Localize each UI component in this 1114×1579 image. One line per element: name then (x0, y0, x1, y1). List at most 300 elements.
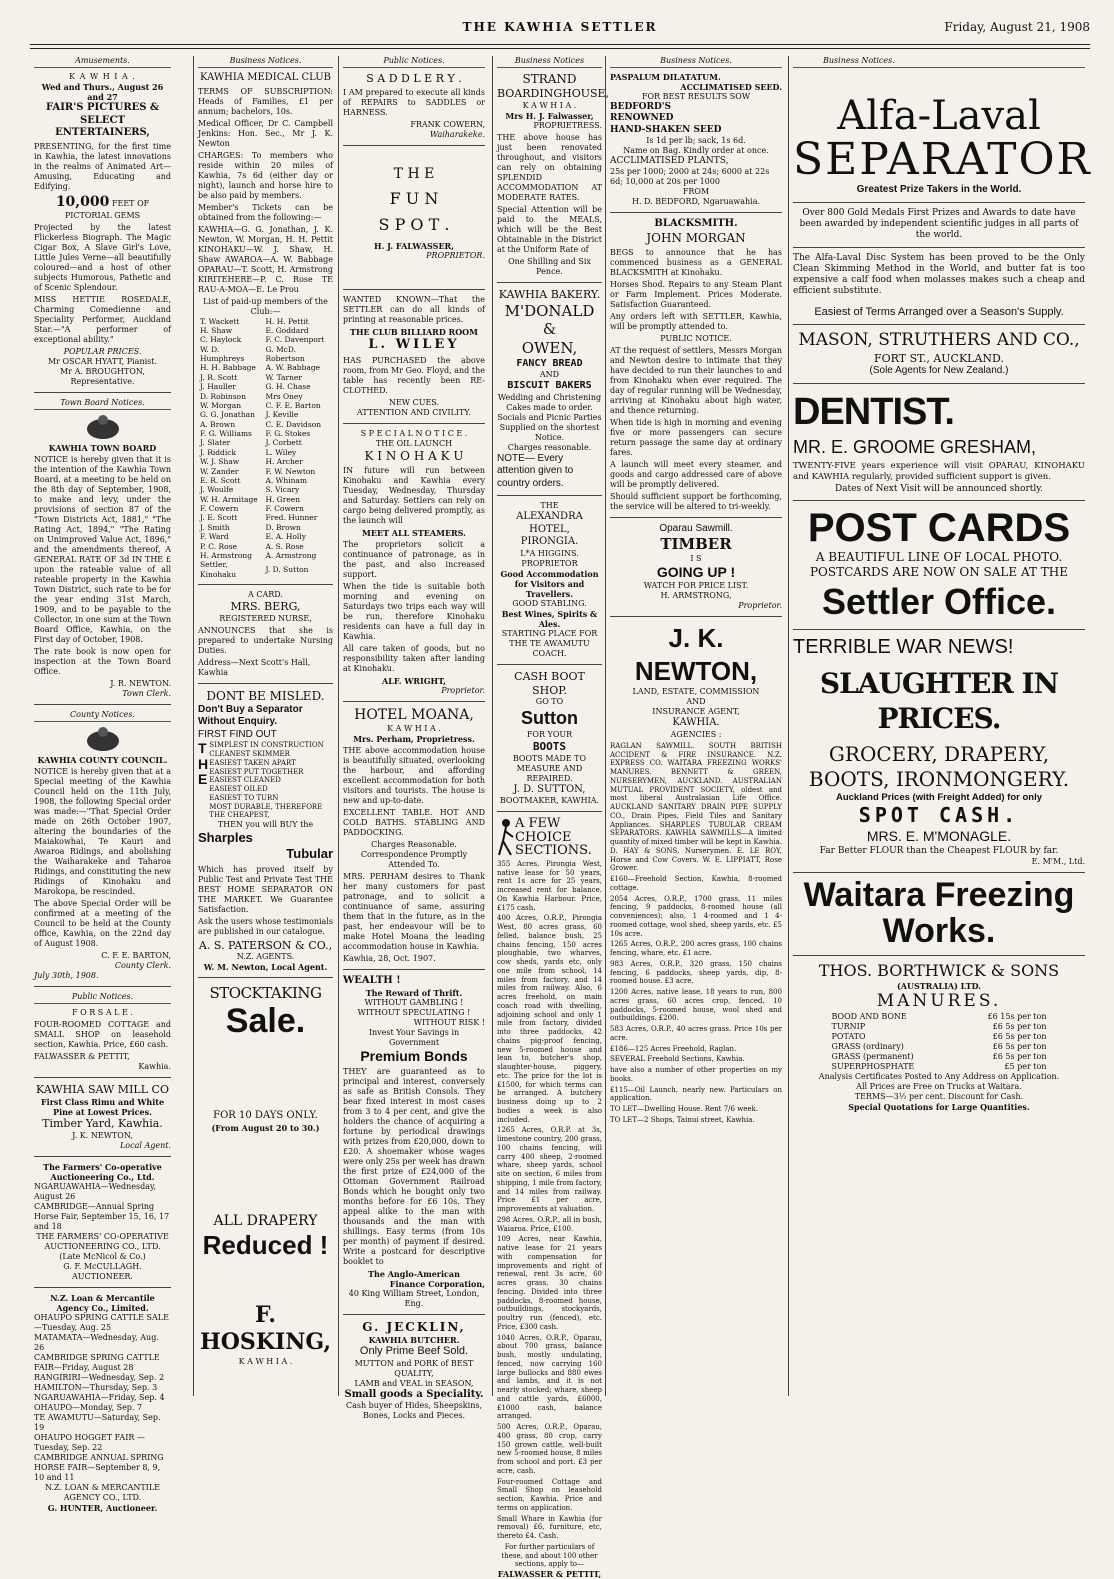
club-terms: TERMS OF SUBSCRIPTION: Heads of Families, £1 per annum; bachelors, 10s. (198, 86, 333, 116)
feet-text: Projected by the latest Flickerless Biograph. The Magic Cigar Box, A Slave Girl's Love, Little Jules Verne—all beautifully coloured—and a host of other subjects Humorous, Pathetic and of Scenic Splendour. (34, 223, 171, 292)
top-rule (30, 44, 1090, 45)
bakery-charges: Charges reasonable. (507, 442, 592, 452)
seed-price: Is 1d per lb; sack, 1s 6d. (646, 135, 746, 145)
farmers-sign: G. F. McCULLAGH. AUCTIONEER. (63, 1261, 142, 1281)
analysis: Analysis Certificates Posted to Any Address on Application. (818, 1071, 1060, 1081)
sale-item: NGARUAWAHIA—Friday, Sep. 4 (34, 1392, 165, 1402)
the-letter: T (198, 740, 207, 757)
feature-item: SIMPLEST IN CONSTRUCTION (209, 741, 324, 750)
best-results: FOR BEST RESULTS SOW (641, 92, 751, 101)
alf-role: Proprietor. (441, 685, 485, 695)
the-letter: H (198, 755, 209, 772)
owen: OWEN, (521, 339, 578, 357)
member-name: H. Archer (265, 457, 303, 467)
member-name: A. Brown (200, 419, 236, 429)
hosking-place: K A W H I A . (238, 1356, 293, 1366)
farmers-item-2: CAMBRIDGE—Annual Spring Horse Fair, September 15, 16, 17 and 18 (34, 1201, 170, 1231)
timber-yard: Timber Yard, Kawhia. (42, 1116, 163, 1130)
strand-rate: One Shilling and Six Pence. (508, 256, 591, 276)
listing: 1265 Acres, O.R.P. at 3s, limestone country, 200 grass, 100 chains fencing, will carry 400 sheep, 2-roomed whare, sheep yards, school site on section, 6 miles from shipping, 1 mile from factory, and 14 miles from railway. Price £1 per acre, improvements at valuation. (497, 1126, 602, 1214)
property: 2054 Acres, O.R.P., 1700 grass, 11 miles fencing, 9 paddocks, 8-roomed house (all conveniences); also, 1 4-roomed and 1 4-roomed cottage, wool shed, sheep yards, etc. £5 10s acre. (610, 894, 782, 938)
member-name: J. E. Scott (200, 513, 238, 523)
paterson-role: N.Z. AGENTS. (236, 952, 295, 962)
notice-text-4: Should sufficient support be forthcoming, the service will be altered to tri-weekly. (610, 491, 782, 511)
sutton-display: Sutton (521, 708, 578, 729)
boots-text: BOOTS MADE TO MEASURE AND REPAIRED. (512, 753, 587, 783)
nz-sign: G. HUNTER, Auctioneer. (47, 1502, 158, 1513)
newton-place: KAWHIA. (672, 717, 720, 729)
hosking: F. HOSKING, (199, 1301, 332, 1356)
without-gambling: WITHOUT GAMBLING ! (364, 997, 464, 1007)
member-name: F. Cowern (265, 504, 304, 513)
member-name: J. Slater (200, 438, 231, 448)
spot: S P O T . (378, 215, 450, 235)
works: Works. (882, 911, 996, 950)
agencies-title: AGENCIES : (670, 729, 722, 739)
moana-table: EXCELLENT TABLE. HOT AND COLD BATHS. STABLING AND PADDOCKING. (343, 808, 485, 837)
dont-buy: Don't Buy a Separator Without Enquiry. (198, 703, 303, 728)
all-prices: All Prices are Free on Trucks at Waitara. (856, 1081, 1022, 1091)
county-role: County Clerk. (114, 961, 171, 970)
manure-price: £6 5s per ton (992, 1051, 1047, 1061)
strand-text: THE above house has just been renovated throughout, and visitors can rely on obtaining SPLENDID ACCOMMODATION AT MODERATE RATES. (497, 132, 602, 202)
fort-st: FORT ST., AUCKLAND. (874, 351, 1004, 365)
property: SEVERAL Freehold Sections, Kawhia. (610, 1055, 745, 1064)
manure-price: £6 15s per ton (987, 1011, 1047, 1021)
the-label: THE (540, 501, 559, 511)
property: 1265 Acres, O.R.P., 200 acres grass, 100 chains fencing, whare, etc. £1 acre. (610, 940, 782, 957)
strand: STRAND (522, 72, 577, 86)
manure-name: TURNIP (831, 1021, 866, 1031)
feet-label: FEET OF PICTORIAL GEMS (64, 198, 150, 220)
manure-price: £5 per ton (1004, 1061, 1047, 1071)
feet-number: 10,000 (55, 193, 110, 210)
club-tickets: Member's Tickets can be obtained from the following:— (198, 202, 333, 222)
without-risk: WITHOUT RISK ! (413, 1017, 485, 1027)
artiste-text: MISS HETTIE ROSEDALE, Charming Comedienne and Speciality Performer, Auckland Star.—"A performer of exceptional ability." (34, 295, 171, 344)
member-row (198, 335, 333, 344)
armstrong: H. ARMSTRONG, (660, 591, 732, 601)
cash-buyer: Cash buyer of Hides, Sheepskins, Bones, Locks and Pieces. (345, 1401, 483, 1421)
for-sale-agent: FALWASSER & PETTIT, (34, 1052, 130, 1061)
member-name: W. H. Armitage (200, 494, 258, 504)
manure-name: SUPERPHOSPHATE (831, 1061, 915, 1071)
coach: STARTING PLACE FOR THE TE AWAMUTU COACH. (501, 628, 598, 658)
then-buy: THEN you will BUY the (217, 820, 314, 829)
kinohaku-text-2: The proprietors solicit a continuance of patronage, as in the past, and also increased support. (343, 539, 485, 579)
member-name: D. Brown (265, 522, 301, 532)
notice-text-2: When tide is high in morning and evening five or more passengers can secure return passage the same day at ordinary fares. (610, 417, 782, 457)
sawmill-sign: J. K. NEWTON, (72, 1130, 133, 1140)
masthead (30, 20, 1090, 38)
oil-launch: THE OIL LAUNCH (375, 438, 453, 448)
berg-address: Address—Next Scott's Hall, Kawhia (198, 657, 311, 677)
manure-name: POTATO (831, 1031, 866, 1041)
kinohaku-text-4: All care taken of goods, but no responsibility taken after landing at Kinohaku. (343, 643, 485, 673)
club-charges: CHARGES: To members who reside within 20 miles of Kawhia, 7s 6d (either day or night), launch and horse hire to be also paid by members. (198, 150, 333, 200)
post-cards: POST CARDS (807, 506, 1071, 551)
borthwick: THOS. BORTHWICK & SONS (818, 960, 1060, 980)
stocktaking: STOCKTAKING (209, 984, 322, 1003)
manure-table (830, 1012, 1049, 1072)
feature-item: EASIEST OILED (209, 785, 268, 793)
member-name: E. R. Scott (200, 475, 241, 485)
medals: Over 800 Gold Medals First Prizes and Awards to date have been awarded by independent scientific judges in all parts of the world. (799, 207, 1079, 241)
cowern: FRANK COWERN, (410, 119, 485, 129)
boarding-house: BOARDINGHOUSE, (497, 87, 610, 100)
county-text: NOTICE is hereby given that at a Special meeting of the Kawhia Council held on the 11th July, 1908, the following Special order was made:—"That Special Order made on 26th October 1907, altering the boundaries of the Maiakowhai, Te Kauri and Awaroa Ridings, and abolishing the Waiharakeke and Taharoa Ridings, and constituting the new Ridings of Kinohaku and Marokopa, be rescinded. (34, 767, 171, 896)
property: 983 Acres, O.R.P., 320 grass, 150 chains fencing, 6 paddocks, sheep yards, dip, 8-roomed house. £3 acre. (610, 959, 782, 986)
feature-item: MOST DURABLE, THEREFORE THE CHEAPEST, (209, 802, 323, 820)
launch: £115—Oil Launch, nearly new. Particulars on application. (610, 1085, 782, 1103)
town-board-title: KAWHIA TOWN BOARD (48, 443, 157, 453)
farmers-late: (Late McNicol & Co.) (59, 1251, 146, 1261)
county-date: July 30th, 1908. (34, 971, 99, 980)
sole-agents: (Sole Agents for New Zealand.) (869, 365, 1009, 377)
lamb: LAMB and VEAL in SEASON, (354, 1378, 474, 1388)
member-name: L. Wiley (265, 447, 297, 457)
member-name: F. Cowern (200, 504, 239, 513)
column-1 (30, 56, 175, 1513)
member-row (198, 410, 333, 419)
member-row (198, 551, 333, 560)
tubular: Tubular (286, 846, 333, 862)
jk-newton: J. K. NEWTON, (634, 623, 758, 686)
club-agents: KAWHIA—G. G. Jonathan, J. K. Newton, W. Morgan, H. H. Pettit KINOHAKU—W. J. Shaw, H. Shaw AWAROA—A. W. Babbage OPARAU—T. Scott, H. Armstrong KIRITEHERE—P. C. Rose TE RAU-A-MOA—E. Le Prou (198, 224, 333, 294)
manure-price: £6 5s per ton (992, 1021, 1047, 1031)
nz-loan-2: N.Z. LOAN & MERCANTILE AGENCY CO., LTD. (45, 1482, 160, 1502)
for-sale-text: FOUR-ROOMED COTTAGE and SMALL SHOP on leasehold section, Kawhia. Price, £60 cash. (34, 1020, 171, 1049)
town-role: Town Clerk. (122, 689, 171, 698)
town-board-text: NOTICE is hereby given that it is the intention of the Kawhia Town Board, at a meeting to be held on the 8th day of September, 1908, to make and levy, under the provisions of section 87 of the "Town Districts Act, 1881," "The Rating Act, 1894," "The Rating on Unimproved Value Act, 1896," and the amendments thereof, A GENERAL RATE OF 3d IN THE £ upon the rateable value of all rateable property in the Kawhia Town District, such rate to be for the year ending 31st March, 1909, and to be payable to the Collector, in one sum at the Town Board Office, Kawhia, on the First day of October, 1908. (34, 455, 171, 644)
member-name: H. H. Pettit (265, 316, 309, 326)
without-speculating: WITHOUT SPECULATING ! (357, 1007, 471, 1017)
feature-item: EASIEST PUT TOGETHER (209, 767, 304, 776)
property: 1200 Acres, native lease, 18 years to run, 800 acres grass, 60 acres crop, fenced, 10 paddocks, 5-roomed house, wool shed and outbuildings. £200. (610, 988, 782, 1023)
ask-users: Ask the users whose testimonials are published in our catalogue. (198, 916, 333, 936)
business-header-2: Business Notices (497, 56, 602, 68)
dentist: DENTIST. (793, 390, 954, 433)
special-notice: S P E C I A L N O T I C E . (360, 428, 468, 438)
member-name: F. W. Newton (265, 466, 316, 476)
member-name: A. Whinam (265, 475, 307, 485)
insurance: INSURANCE AGENT, (652, 707, 740, 717)
property: £186—125 Acres Freehold, Raglan. (610, 1044, 737, 1053)
orders: Any orders left with SETTLER, Kawhia, will be promptly attended to. (610, 311, 782, 331)
to-let-2: TO LET—2 Shops, Tainui street, Kawhia. (610, 1115, 755, 1124)
perham-text: MRS. PERHAM desires to Thank her many customers for past patronage, and to solicit a continuance of same, assuring them that in the future, as in the past, her endeavour will be to make Hotel Moana the leading accommodation house in Kawhia. (343, 872, 485, 951)
town-crest-icon (83, 414, 123, 440)
perham-date: Kawhia, 28, Oct. 1907. (343, 954, 436, 963)
is-label: I S (690, 553, 702, 563)
sale-item: CAMBRIDGE ANNUAL SPRING HORSE FAIR—September 8, 9, 10 and 11 (34, 1452, 164, 1482)
beautiful: A BEAUTIFUL LINE OF LOCAL PHOTO. (815, 550, 1063, 565)
settler-office: Settler Office. (821, 581, 1057, 623)
sale-item: CAMBRIDGE SPRING CATTLE FAIR—Friday, August 28 (34, 1352, 160, 1372)
acclim-plants: ACCLIMATISED PLANTS, (610, 155, 729, 166)
manure-row (830, 1012, 1049, 1022)
go-to: GO TO (535, 697, 564, 707)
club-officer: Medical Officer, Dr C. Campbell Jenkins: Hon. Sec., Mr J. K. Newton (198, 118, 333, 148)
moana-place: K A W H I A . (387, 724, 441, 733)
column-2 (193, 56, 337, 1396)
feature-item: EASIEST TAKEN APART (209, 758, 296, 767)
grocery: GROCERY, DRAPERY, (828, 741, 1050, 766)
moana-charges: Charges Reasonable. Correspondence Promptly Attended To. (360, 840, 468, 869)
invest: Invest Your Savings in Government (368, 1027, 460, 1047)
member-name: F. G. Stokes (265, 429, 311, 438)
sale-item: RANGIRIRI—Wednesday, Sep. 2 (34, 1372, 165, 1382)
reward: The Reward of Thrift. (365, 987, 463, 998)
member-row (198, 448, 333, 457)
the: T H E (393, 165, 435, 182)
member-name: E. A. Holly (265, 532, 306, 542)
member-name: G. G. Jonathan (200, 410, 255, 420)
farmers-title: The Farmers' Co-operative Auctioneering Co., Ltd. (43, 1161, 162, 1182)
listing: 400 Acres, O.R.P., Pirongia West, 80 acres grass, 60 felled, balance bush, 25 chains fencing, 150 acres ploughable, two wharves, cow sheds, yards etc, only one mile from school, 14 miles from factory, and 14 miles from railway. Also, 6 acres freehold, on main coach road with dwelling, adjoining school and only 1 mile from factory, divided into three paddocks, 42 chains pig-proof fencing, new 5-roomed house and lean to, butcher's shop, slaughter-house, piggery, etc. The price for the lot is £1500, for which terms can be arranged. A butchery business doing up to 2 bodies a week is also included. (497, 914, 602, 1124)
member-name: J. D. Sutton (265, 564, 309, 574)
prime-beef: Only Prime Beef Sold. (359, 1345, 469, 1357)
member-name: J. Woulfe (200, 485, 234, 495)
manure-row (830, 1042, 1049, 1052)
member-name: G. H. Chase (265, 382, 311, 392)
county-text-2: The above Special Order will be confirmed at a meeting of the Council to be held at the County office, Kawhia, on the 22nd day of August 1908. (34, 899, 171, 948)
all-drapery: ALL DRAPERY (213, 1212, 318, 1229)
kinohaku-text-3: When the tide is suitable both morning and evening on Saturdays two trips each way will be run, therefore Kinohaku residents can have a full day in Kawhia. (343, 581, 485, 641)
member-name: Settler, Kinohaku (200, 560, 237, 579)
agent: FALWASSER & PETTIT, (497, 1569, 602, 1579)
stabling: GOOD STABLING. (512, 598, 587, 608)
column-6 (788, 56, 1092, 1396)
strand-place: K A W H I A . (522, 100, 577, 110)
member-name: C. F. E. Barton (265, 400, 321, 410)
public-header: Public Notices. (343, 56, 485, 68)
feature-item: EASIEST CLEANED (209, 776, 281, 785)
masthead-date: Friday, August 21, 1908 (944, 20, 1090, 34)
strand-text-2: Special Attention will be paid to the MEALS, which will be the Best Obtainable in the District at the Uniform Rate of (497, 204, 602, 254)
public-notice: PUBLIC NOTICE. (660, 333, 732, 343)
member-row (198, 326, 333, 335)
greatest: Greatest Prize Takers in the World. (856, 184, 1022, 196)
members-title: List of paid-up members of the Club:— (203, 296, 328, 316)
member-name: G. McD. Robertson (265, 344, 305, 363)
county-crest-icon (83, 726, 123, 752)
and-label-2: AND (686, 697, 706, 707)
dont-be-misled: DONT BE MISLED. (206, 688, 325, 703)
flour: Far Better FLOUR than the Cheapest FLOUR by far. (819, 845, 1059, 856)
horse-shod: Horses Shod. Repairs to any Steam Plant or Farm Implement. Prices Moderate. Satisfaction Guaranteed. (610, 279, 782, 309)
john-morgan: JOHN MORGAN (646, 230, 746, 245)
member-row (198, 560, 333, 579)
butcher: KAWHIA BUTCHER. (368, 1335, 460, 1345)
kinohaku: K I N O H A K U (364, 448, 464, 463)
manure-name: GRASS (ordinary) (831, 1041, 904, 1051)
oparau-sawmill: Oparau Sawmill. (659, 522, 733, 534)
seed-name: Name on Bag. Kindly order at once. (623, 145, 769, 155)
member-name: J. Smith (200, 522, 230, 532)
find-out: FIRST FIND OUT (198, 728, 277, 740)
member-name: W. D. Humphreys (200, 344, 245, 363)
member-name: F. G. Williams (200, 429, 252, 438)
manure-row (830, 1052, 1049, 1062)
spot-cash: SPOT CASH. (858, 803, 1020, 828)
manure-price: £6 5s per ton (992, 1031, 1047, 1041)
member-name: H. Shaw (200, 325, 233, 335)
falwasser-role-2: PROPRIETRESS. (533, 120, 602, 130)
further: For further particulars of these, and about 100 other sections, apply to— (501, 1542, 598, 1569)
amusements-header: Amusements. (34, 56, 171, 68)
attention: ATTENTION AND CIVILITY. (356, 407, 472, 417)
members-table (198, 317, 333, 580)
member-row (198, 429, 333, 438)
pirongia: PIRONGIA. (520, 536, 579, 548)
sharples-text: Which has proved itself by Public Test and Private Test THE BEST HOME SEPARATOR ON THE MARKET. We Guarantee Satisfaction. (198, 864, 333, 914)
berg-text: ANNOUNCES that she is prepared to undertake Nursing Duties. (198, 625, 333, 655)
member-row (198, 373, 333, 382)
sale: Sale. (225, 1002, 306, 1040)
business-header-4: Business Notices. (793, 56, 1085, 68)
prices: POPULAR PRICES. (63, 347, 142, 356)
sections: SECTIONS. (515, 843, 592, 859)
alfa-laval: Alfa-Laval (837, 93, 1041, 139)
member-name: C. Haylock (200, 335, 242, 345)
member-row (198, 513, 333, 522)
member-row (198, 420, 333, 429)
war-news: TERRIBLE WAR NEWS! (793, 635, 1014, 658)
manure-price: £6 5s per ton (992, 1041, 1047, 1051)
manure-row (830, 1032, 1049, 1042)
runner-icon (497, 817, 515, 857)
disc-system: The Alfa-Laval Disc System has been proved to be the Only Clean Skimming Method in the World, and butter fat is too expensive a calf food when molasses makes such a cheap and efficient substitute. (793, 252, 1085, 297)
sawmill-role: Local Agent. (119, 1140, 171, 1150)
member-name: H. Armstrong (200, 550, 253, 560)
show-intro: PRESENTING, for the first time in Kawhia, the latest innovations in the realms of Animated Art—Amusing, Educating and Edifying. (34, 141, 171, 191)
kawhia-bakery: KAWHIA BAKERY. (498, 287, 601, 301)
listing: 1040 Acres, O.R.P., Oparau, about 700 grass, balance bush, mostly undulating, fenced, now carrying 160 large bullocks and 880 ewes and lambs, and it is not nearly stocked; whare, sheep and cattle yards, £6000, £1000 cash, balance arranged. (497, 1333, 602, 1421)
member-row (198, 495, 333, 504)
member-name: P. C. Rose (200, 541, 237, 551)
sale-item: OHAUPO—Monday, Sep. 7 (34, 1402, 143, 1412)
manures: MANURES. (876, 990, 1002, 1011)
acclim-seed: ACCLIMATISED SEED. (680, 82, 782, 92)
member-row (198, 523, 333, 532)
anglo-2: Finance Corporation, (389, 1279, 485, 1289)
farmers-item-1: NGARUAWAHIA—Wednesday, August 26 (34, 1181, 156, 1201)
member-name: W. Tarner (265, 372, 302, 382)
paspalum: PASPALUM DILATATUM. (610, 72, 721, 82)
falwasser: H. J. FALWASSER, (374, 241, 454, 252)
sawmill-title: KAWHIA SAW MILL CO (36, 1083, 169, 1096)
slaughter: SLAUGHTER IN PRICES. (819, 666, 1059, 735)
member-name: E. Goddard (265, 325, 309, 335)
member-row (198, 532, 333, 541)
sale-item: OHAUPO SPRING CATTLE SALE —Tuesday, Aug. 25 (34, 1312, 169, 1332)
feature-item: EASIEST TO TURN (209, 793, 279, 802)
auckland-prices: Auckland Prices (with Freight Added) for only (835, 791, 1043, 803)
member-name: T. Wackett (200, 316, 240, 326)
anglo: The Anglo-American (368, 1269, 460, 1279)
listing: 298 Acres, O.R.P., all in bush, Waiaroa. Price, £100. (497, 1215, 602, 1233)
notice-text: AT the request of settlers, Messrs Morgan and Newton desire to intimate that they have decided to run their launches to and from Kinohaku when ever required. The day of regular running will be Wednesday, arriving at Kinohaku about high water, and thence returning. (610, 345, 782, 415)
mutton: MUTTON and PORK of BEST QUALITY, (354, 1358, 474, 1378)
member-name: D. Robinson (200, 391, 246, 401)
renowned: RENOWNED (610, 113, 674, 124)
farmers-co: THE FARMERS' CO-OPERATIVE AUCTIONEERING CO., LTD. (36, 1231, 169, 1251)
member-row (198, 401, 333, 410)
note: NOTE— Every attention given to country orders. (497, 452, 574, 489)
card-label: A CARD. (248, 590, 283, 599)
for-sale-place: Kawhia. (138, 1062, 171, 1071)
billiard-room: THE CLUB BILLIARD ROOM (350, 327, 478, 338)
mrs-falwasser: Mrs H. J. Falwasser, (505, 110, 594, 121)
land-agent: LAND, ESTATE, COMMISSION (632, 687, 760, 697)
jecklin: G. JECKLIN, (362, 1320, 466, 1334)
sale-item: OHAUPO HOGGET FAIR — Tuesday, Sep. 22 (34, 1432, 145, 1452)
timber: TIMBER (660, 535, 732, 553)
kinohaku-text: IN future will run between Kinohaku and Kawhia every Tuesday, Wednesday, Thursday and Saturday. Settlers can rely on cargo being delivered promptly, as the launch will (343, 465, 485, 525)
nz-loan-title: N.Z. Loan & Mercantile Agency Co., Limited. (50, 1292, 155, 1313)
alf-wright: ALF. WRIGHT, (382, 675, 446, 686)
show-title: FAIR'S PICTURES & SELECT ENTERTAINERS, (45, 102, 159, 138)
member-name: F. Ward (200, 532, 229, 542)
wiley-text: HAS PURCHASED the above room, from Mr Geo. Floyd, and the table has recently been RE-CLOTHED. (343, 355, 485, 395)
member-name: A. S. Rose (265, 541, 304, 551)
property: £160—Freehold Section, Kawhia, 8-roomed cottage. (610, 875, 782, 892)
member-row (198, 317, 333, 326)
column-3 (338, 56, 489, 1421)
member-row (198, 542, 333, 551)
monagle-sig: E. M'M., Ltd. (1031, 857, 1085, 867)
member-row (198, 382, 333, 391)
town-sign: J. R. NEWTON. (110, 679, 171, 688)
manure-row (830, 1022, 1049, 1032)
new-cues: NEW CUES. (388, 397, 440, 407)
member-row (198, 504, 333, 513)
going-up: GOING UP ! (656, 563, 736, 580)
bedford: BEDFORD'S (610, 102, 672, 112)
sharples: Sharples (198, 830, 253, 845)
boots-iron: BOOTS, IRONMONGERY. (808, 766, 1070, 791)
plant-prices: 25s per 1000; 2000 at 24s; 6000 at 22s 6d; 10,000 at 20s per 1000 (610, 167, 770, 186)
hand-seed: HAND-SHAKEN SEED (610, 124, 722, 135)
paterson: A. S. PATERSON & CO., (198, 938, 333, 952)
business-header-3: Business Notices. (610, 56, 782, 68)
alex-text: Good Accommodation for Visitors and Travellers. (500, 568, 599, 599)
sale-item: HAMILTON—Thursday, Sep. 3 (34, 1382, 158, 1392)
easiest-terms: Easiest of Terms Arranged over a Season's Supply. (814, 305, 1064, 318)
show-dates: Wed and Thurs., August 26 and 27 (41, 82, 164, 102)
masthead-title: THE KAWHIA SETTLER (462, 20, 658, 34)
member-name: J. Keville (265, 410, 299, 420)
wines: Best Wines, Spirits & Ales. (501, 608, 598, 629)
notice-text-3: A launch will meet every steamer, and goods and cargo addressed care of above will be promptly delivered. (610, 459, 782, 489)
listing: 355 Acres, Pirongia West, native lease for 50 years, rent 1s acre for 25 years, increased rent for balance. On Kawhia Harbour. Price, £175 cash. (497, 859, 602, 912)
member-name: C. E. Davidson (265, 419, 322, 429)
column-5 (605, 56, 786, 1396)
member-name: J. Corbett (265, 438, 302, 448)
monagle: MRS. E. M'MONAGLE. (866, 828, 1012, 845)
member-row (198, 363, 333, 372)
wanted-known: WANTED KNOWN—That the SETTLER can do all kinds of printing at reasonable prices. (343, 295, 485, 325)
next-visit: Dates of Next Visit will be announced shortly. (834, 484, 1044, 495)
member-name: J. R. Scott (200, 372, 238, 382)
town-board-text-2: The rate book is now open for inspection at the Town Board Office. (34, 647, 171, 676)
saddlery-text: I AM prepared to execute all kinds of REPAIRS to SADDLES or HARNESS. (343, 87, 485, 117)
alexandra: ALEXANDRA HOTEL, (516, 511, 583, 535)
special: Special Quotations for Large Quantities. (848, 1101, 1030, 1112)
ten-dates: (From August 20 to 30.) (211, 1122, 320, 1133)
member-row (198, 345, 333, 364)
